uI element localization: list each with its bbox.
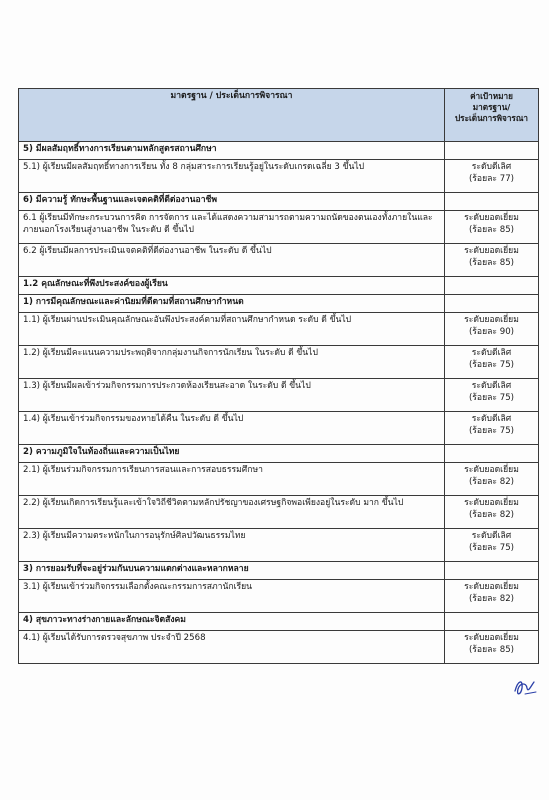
criterion-text: 6.2 ผู้เรียนมีผลการประเมินเจตคติที่ดีต่องานอาชีพ ในระดับ ดี ขึ้นไป <box>19 244 445 277</box>
target-cell <box>445 211 539 244</box>
target-level: ระดับยอดเยี่ยม <box>464 498 519 508</box>
target-cell <box>445 160 539 193</box>
target-cell <box>445 463 539 496</box>
target-percent: (ร้อยละ 85) <box>468 257 515 268</box>
target-level: ระดับดีเลิศ <box>471 162 512 172</box>
header-target-line2: มาตรฐาน/ <box>472 102 511 113</box>
section-heading: 1) การมีคุณลักษณะและค่านิยมที่ดีตามที่สถานศึกษากำหนด <box>19 295 445 313</box>
target-percent: (ร้อยละ 75) <box>468 425 515 436</box>
target-percent: (ร้อยละ 82) <box>468 593 515 604</box>
criterion-row <box>19 379 539 412</box>
section-heading: 1.2 คุณลักษณะที่พึงประสงค์ของผู้เรียน <box>19 277 445 295</box>
criterion-text: 1.2) ผู้เรียนมีคะแนนความประพฤติจากกลุ่มงานกิจการนักเรียน ในระดับ ดี ขึ้นไป <box>19 346 445 379</box>
section-heading: 3) การยอมรับที่จะอยู่ร่วมกันบนความแตกต่างและหลากหลาย <box>19 562 445 580</box>
table-header-row <box>19 89 539 142</box>
criterion-text: 2.1) ผู้เรียนร่วมกิจกรรมการเรียนการสอนและการสอบธรรมศึกษา <box>19 463 445 496</box>
criterion-text: 2.2) ผู้เรียนเกิดการเรียนรู้และเข้าใจวิถีชีวิตตามหลักปรัชญาของเศรษฐกิจพอเพียงอยู่ในระดับ มาก ขึ้นไป <box>19 496 445 529</box>
target-level: ระดับดีเลิศ <box>471 381 512 391</box>
target-percent: (ร้อยละ 77) <box>468 173 515 184</box>
target-level: ระดับยอดเยี่ยม <box>464 246 519 256</box>
criterion-text: 6.1 ผู้เรียนมีทักษะกระบวนการคิด การจัดการ และได้แสดงความสามารถตามความถนัดของตนเองทั้งภายในและภายนอกโรงเรียนสู่งานอาชีพ ในระดับ ดี ขึ้นไป <box>19 211 445 244</box>
section-heading: 5) มีผลสัมฤทธิ์ทางการเรียนตามหลักสูตรสถานศึกษา <box>19 142 445 160</box>
target-level: ระดับยอดเยี่ยม <box>464 465 519 475</box>
empty-target-cell <box>445 613 539 631</box>
target-percent: (ร้อยละ 90) <box>468 326 515 337</box>
target-percent: (ร้อยละ 85) <box>468 224 515 235</box>
criterion-row <box>19 580 539 613</box>
empty-target-cell <box>445 193 539 211</box>
target-cell <box>445 631 539 664</box>
criterion-row <box>19 211 539 244</box>
section-heading: 6) มีความรู้ ทักษะพื้นฐานและเจตคติที่ดีต่องานอาชีพ <box>19 193 445 211</box>
target-cell <box>445 313 539 346</box>
target-level: ระดับดีเลิศ <box>471 531 512 541</box>
target-cell <box>445 496 539 529</box>
criterion-row <box>19 313 539 346</box>
section-heading-row <box>19 142 539 160</box>
header-standard: มาตรฐาน / ประเด็นการพิจารณา <box>19 89 445 142</box>
section-heading: 4) สุขภาวะทางร่างกายและลักษณะจิตสังคม <box>19 613 445 631</box>
criterion-text: 1.4) ผู้เรียนเข้าร่วมกิจกรรมของหายได้คืน ในระดับ ดี ขึ้นไป <box>19 412 445 445</box>
criterion-row <box>19 631 539 664</box>
standards-table <box>18 88 539 664</box>
criterion-text: 2.3) ผู้เรียนมีความตระหนักในการอนุรักษ์ศิลปวัฒนธรรมไทย <box>19 529 445 562</box>
section-heading-row <box>19 613 539 631</box>
target-cell <box>445 379 539 412</box>
header-target <box>445 89 539 142</box>
criterion-row <box>19 463 539 496</box>
empty-target-cell <box>445 277 539 295</box>
criterion-row <box>19 244 539 277</box>
target-percent: (ร้อยละ 82) <box>468 509 515 520</box>
target-cell <box>445 529 539 562</box>
target-cell <box>445 412 539 445</box>
target-level: ระดับดีเลิศ <box>471 414 512 424</box>
empty-target-cell <box>445 445 539 463</box>
empty-target-cell <box>445 562 539 580</box>
criterion-text: 1.3) ผู้เรียนมีผลเข้าร่วมกิจกรรมการประกวดห้องเรียนสะอาด ในระดับ ดี ขึ้นไป <box>19 379 445 412</box>
criterion-text: 3.1) ผู้เรียนเข้าร่วมกิจกรรมเลือกตั้งคณะกรรมการสภานักเรียน <box>19 580 445 613</box>
target-cell <box>445 244 539 277</box>
criterion-text: 1.1) ผู้เรียนผ่านประเมินคุณลักษณะอันพึงประสงค์ตามที่สถานศึกษากำหนด ระดับ ดี ขึ้นไป <box>19 313 445 346</box>
section-heading-row <box>19 193 539 211</box>
empty-target-cell <box>445 142 539 160</box>
criterion-text: 5.1) ผู้เรียนมีผลสัมฤทธิ์ทางการเรียน ทั้ง 8 กลุ่มสาระการเรียนรู้อยู่ในระดับเกรดเฉลี่ย 3 ขึ้นไป <box>19 160 445 193</box>
target-level: ระดับยอดเยี่ยม <box>464 213 519 223</box>
criterion-row <box>19 529 539 562</box>
header-target-line3: ประเด็นการพิจารณา <box>454 113 529 124</box>
section-heading-row <box>19 295 539 313</box>
criterion-row <box>19 496 539 529</box>
section-heading-row <box>19 277 539 295</box>
section-heading-row <box>19 562 539 580</box>
criterion-text: 4.1) ผู้เรียนได้รับการตรวจสุขภาพ ประจำปี 2568 <box>19 631 445 664</box>
section-heading-row <box>19 445 539 463</box>
target-percent: (ร้อยละ 85) <box>468 644 515 655</box>
target-cell <box>445 346 539 379</box>
section-heading: 2) ความภูมิใจในท้องถิ่นและความเป็นไทย <box>19 445 445 463</box>
table-body <box>19 142 539 664</box>
target-level: ระดับยอดเยี่ยม <box>464 633 519 643</box>
target-cell <box>445 580 539 613</box>
header-target-line1: ค่าเป้าหมาย <box>470 91 513 101</box>
criterion-row <box>19 412 539 445</box>
target-level: ระดับยอดเยี่ยม <box>464 315 519 325</box>
target-percent: (ร้อยละ 82) <box>468 476 515 487</box>
target-level: ระดับดีเลิศ <box>471 348 512 358</box>
criterion-row <box>19 346 539 379</box>
target-level: ระดับยอดเยี่ยม <box>464 582 519 592</box>
target-percent: (ร้อยละ 75) <box>468 359 515 370</box>
empty-target-cell <box>445 295 539 313</box>
target-percent: (ร้อยละ 75) <box>468 542 515 553</box>
criterion-row <box>19 160 539 193</box>
signature-mark <box>512 676 538 698</box>
target-percent: (ร้อยละ 75) <box>468 392 515 403</box>
